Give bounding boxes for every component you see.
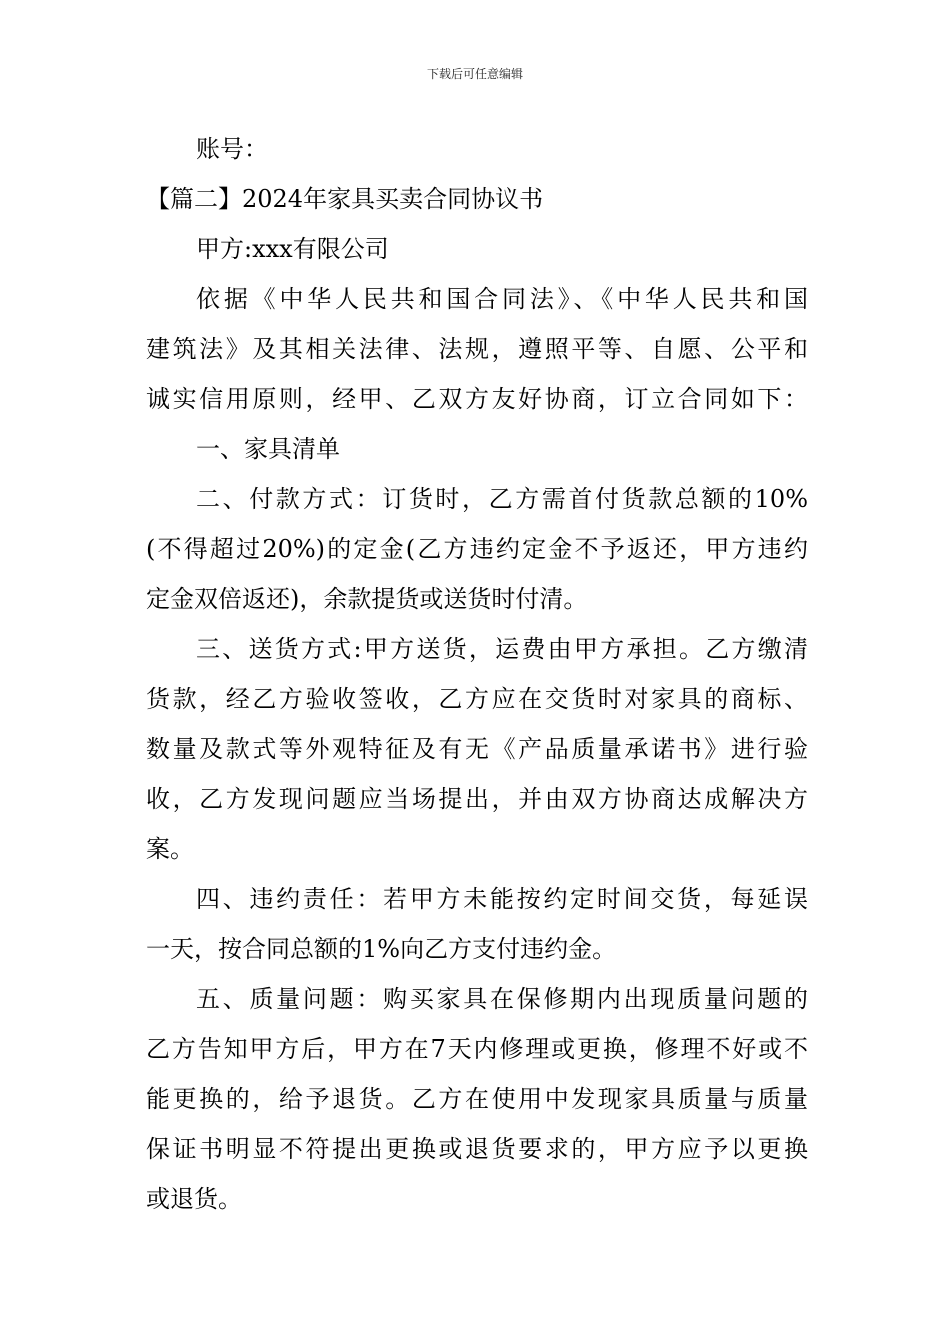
paragraph-line: 诚实信用原则，经甲、乙双方友好协商，订立合同如下： xyxy=(146,385,808,413)
paragraph-line: 二、付款方式：订货时，乙方需首付货款总额的10% xyxy=(196,485,808,513)
paragraph-line: 货款，经乙方验收签收，乙方应在交货时对家具的商标、 xyxy=(146,685,808,713)
page-header-note: 下载后可任意编辑 xyxy=(426,67,523,81)
paragraph-line: 数量及款式等外观特征及有无《产品质量承诺书》进行验 xyxy=(146,735,808,763)
paragraph-line: 建筑法》及其相关法律、法规，遵照平等、自愿、公平和 xyxy=(146,335,808,363)
account-label-line: 账号： xyxy=(196,135,268,163)
paragraph-line: 一天，按合同总额的1%向乙方支付违约金。 xyxy=(146,935,617,963)
paragraph-line: 乙方告知甲方后，甲方在7天内修理或更换，修理不好或不 xyxy=(146,1035,808,1063)
paragraph-line: 或退货。 xyxy=(146,1185,242,1213)
paragraph-line: 依据《中华人民共和国合同法》、《中华人民共和国 xyxy=(196,285,808,313)
paragraph-line: 收，乙方发现问题应当场提出，并由双方协商达成解决方 xyxy=(146,785,808,813)
clause-heading: 一、家具清单 xyxy=(196,435,340,463)
paragraph-line: 案。 xyxy=(146,835,194,863)
section-title: 【篇二】2024年家具买卖合同协议书 xyxy=(146,185,544,213)
paragraph-line: 四、违约责任：若甲方未能按约定时间交货，每延误 xyxy=(196,885,808,913)
document-body xyxy=(146,124,808,1224)
paragraph-line: 保证书明显不符提出更换或退货要求的，甲方应予以更换 xyxy=(146,1135,808,1163)
paragraph-line: (不得超过20%)的定金(乙方违约定金不予返还，甲方违约 xyxy=(146,535,808,563)
party-a-line: 甲方:xxx有限公司 xyxy=(196,235,389,263)
paragraph-line: 五、质量问题：购买家具在保修期内出现质量问题的 xyxy=(196,985,808,1013)
paragraph-line: 能更换的，给予退货。乙方在使用中发现家具质量与质量 xyxy=(146,1085,808,1113)
paragraph-line: 定金双倍返还)，余款提货或送货时付清。 xyxy=(146,585,588,613)
paragraph-line: 三、送货方式:甲方送货，运费由甲方承担。乙方缴清 xyxy=(196,635,808,663)
